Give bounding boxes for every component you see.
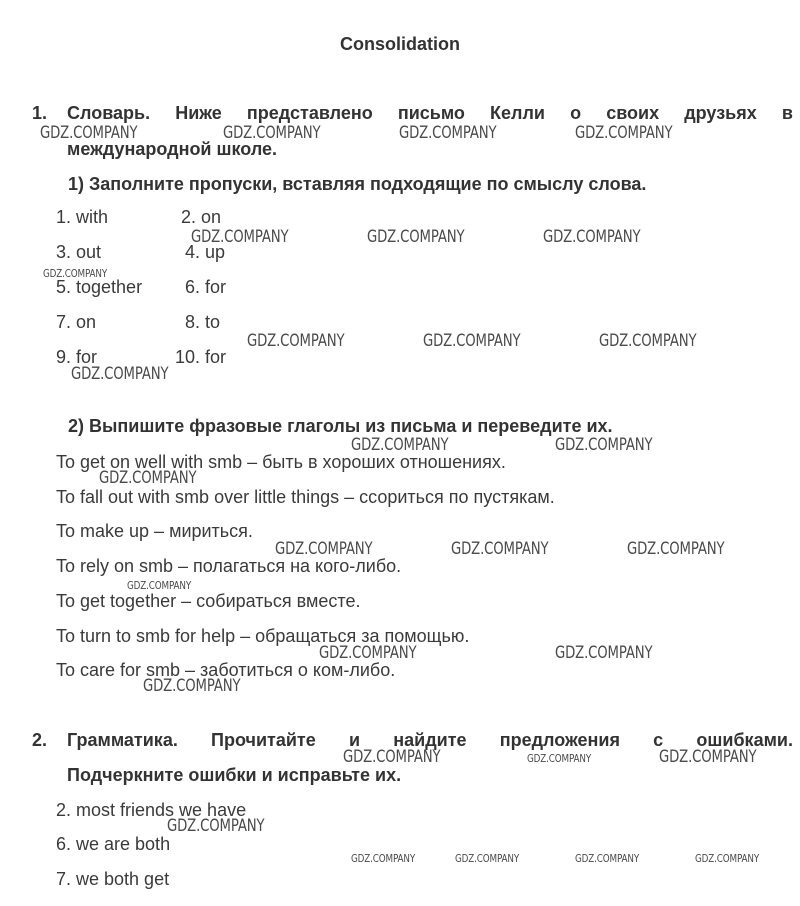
watermark: GDZ.COMPANY xyxy=(343,747,441,767)
grammar-answer: 7. we both get xyxy=(56,869,170,889)
heading-word: найдите xyxy=(393,730,467,750)
heading-word: представлено xyxy=(246,103,373,123)
watermark: GDZ.COMPANY xyxy=(599,331,697,351)
watermark: GDZ.COMPANY xyxy=(40,123,138,143)
answer-item: 4. up xyxy=(185,242,226,262)
answer-item: 2. on xyxy=(181,207,222,227)
watermark: GDZ.COMPANY xyxy=(247,331,345,351)
part-2-heading: 2) Выпишите фразовые глаголы из письма и переведите их. xyxy=(68,416,613,436)
watermark: GDZ.COMPANY xyxy=(191,227,289,247)
phrasal-verb-line: To get together – собираться вместе. xyxy=(56,591,361,611)
heading-word: письмо xyxy=(397,103,465,123)
watermark: GDZ.COMPANY xyxy=(71,364,169,384)
watermark: GDZ.COMPANY xyxy=(275,539,373,559)
watermark: GDZ.COMPANY xyxy=(43,267,108,280)
heading-word: предложения xyxy=(499,730,620,750)
phrasal-verb-line: To care for smb – заботиться о ком-либо. xyxy=(56,660,396,680)
watermark: GDZ.COMPANY xyxy=(543,227,641,247)
answer-item: 8. to xyxy=(185,312,221,332)
heading-word: Грамматика. xyxy=(67,730,178,750)
phrasal-verb-line: To get on well with smb – быть в хороших отношениях. xyxy=(56,452,506,472)
answer-item: 6. for xyxy=(185,277,227,297)
watermark: GDZ.COMPANY xyxy=(99,468,197,488)
heading-word: Ниже xyxy=(175,103,222,123)
answer-item: 5. together xyxy=(56,277,143,297)
answer-item: 9. for xyxy=(56,347,98,367)
watermark: GDZ.COMPANY xyxy=(659,747,757,767)
phrasal-verb-line: To turn to smb for help – обращаться за помощью. xyxy=(56,626,470,646)
heading-word: ошибками. xyxy=(696,730,793,750)
watermark: GDZ.COMPANY xyxy=(351,435,449,455)
watermark: GDZ.COMPANY xyxy=(351,852,416,865)
watermark: GDZ.COMPANY xyxy=(399,123,497,143)
watermark: GDZ.COMPANY xyxy=(627,539,725,559)
answer-item: 3. out xyxy=(56,242,102,262)
watermark: GDZ.COMPANY xyxy=(575,852,640,865)
watermark: GDZ.COMPANY xyxy=(575,123,673,143)
part-1-heading: 1) Заполните пропуски, вставляя подходящие по смыслу слова. xyxy=(68,174,647,194)
task-2-number: 2. xyxy=(32,730,48,750)
watermark: GDZ.COMPANY xyxy=(451,539,549,559)
watermark: GDZ.COMPANY xyxy=(127,579,192,592)
answer-item: 7. on xyxy=(56,312,97,332)
watermark: GDZ.COMPANY xyxy=(319,643,417,663)
watermark: GDZ.COMPANY xyxy=(423,331,521,351)
heading-word: своих xyxy=(606,103,660,123)
phrasal-verb-line: To rely on smb – полагаться на кого-либо. xyxy=(56,556,402,576)
heading-word: с xyxy=(653,730,664,750)
task-2-heading-line2: Подчеркните ошибки и исправьте их. xyxy=(67,765,402,785)
watermark: GDZ.COMPANY xyxy=(455,852,520,865)
heading-word: Келли xyxy=(490,103,545,123)
answer-item: 10. for xyxy=(175,347,227,367)
watermark: GDZ.COMPANY xyxy=(367,227,465,247)
watermark: GDZ.COMPANY xyxy=(527,752,592,765)
grammar-answer: 2. most friends we have xyxy=(56,800,247,820)
watermark: GDZ.COMPANY xyxy=(223,123,321,143)
task-1-heading-line1 xyxy=(67,103,793,124)
watermark: GDZ.COMPANY xyxy=(695,852,760,865)
heading-word: Прочитайте xyxy=(211,730,316,750)
heading-word: друзьях xyxy=(684,103,757,123)
grammar-answer: 6. we are both xyxy=(56,834,171,854)
watermark: GDZ.COMPANY xyxy=(555,435,653,455)
heading-word: в xyxy=(781,103,793,123)
watermark: GDZ.COMPANY xyxy=(143,676,241,696)
heading-word: и xyxy=(348,730,361,750)
page-title: Consolidation xyxy=(340,34,460,54)
task-1-heading-line2: международной школе. xyxy=(67,139,278,159)
answer-item: 1. with xyxy=(56,207,109,227)
phrasal-verb-line: To fall out with smb over little things – ссориться по пустякам. xyxy=(56,487,555,507)
task-1-number: 1. xyxy=(32,103,48,123)
watermark: GDZ.COMPANY xyxy=(555,643,653,663)
phrasal-verb-line: To make up – мириться. xyxy=(56,521,253,541)
watermark: GDZ.COMPANY xyxy=(167,816,265,836)
heading-word: Словарь. xyxy=(67,103,151,123)
heading-word: о xyxy=(570,103,582,123)
